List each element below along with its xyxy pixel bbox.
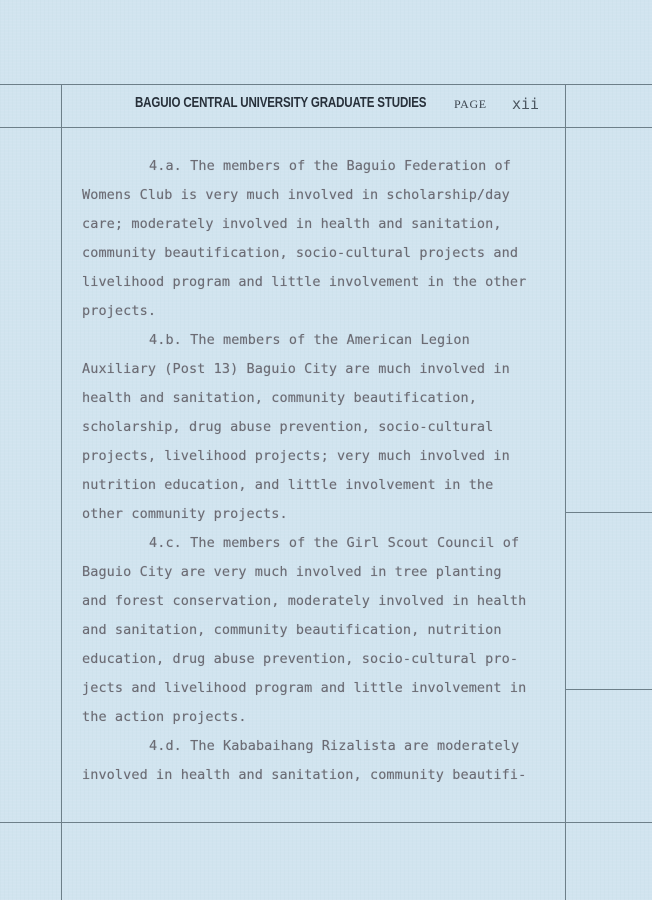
text-line: Auxiliary (Post 13) Baguio City are much involved in xyxy=(82,361,510,377)
right-column-rule-upper xyxy=(566,512,652,513)
text-line: nutrition education, and little involvement in the xyxy=(82,477,494,493)
text-line: 4.c. The members of the Girl Scout Council of xyxy=(149,535,520,551)
text-line: health and sanitation, community beautification, xyxy=(82,390,477,406)
text-line: Baguio City are very much involved in tree planting xyxy=(82,564,502,580)
page-label: PAGE xyxy=(454,97,487,111)
left-margin-rule xyxy=(61,84,62,900)
text-line: community beautification, socio-cultural projects and xyxy=(82,245,519,261)
page-number: xii xyxy=(512,95,540,113)
text-line: and forest conservation, moderately involved in health xyxy=(82,593,527,609)
page-header xyxy=(62,84,565,127)
text-line: projects. xyxy=(82,303,157,319)
text-line: other community projects. xyxy=(82,506,288,522)
text-line: and sanitation, community beautification, nutrition xyxy=(82,622,502,638)
text-line: livelihood program and little involvement in the other xyxy=(82,274,527,290)
text-line: care; moderately involved in health and sanitation, xyxy=(82,216,502,232)
text-line: scholarship, drug abuse prevention, socio-cultural xyxy=(82,419,494,435)
right-column-rule-lower xyxy=(566,689,652,690)
header-bottom-rule xyxy=(0,127,652,128)
right-margin-rule xyxy=(565,84,566,900)
text-line: 4.a. The members of the Baguio Federation of xyxy=(149,158,512,174)
footer-rule xyxy=(0,822,652,823)
text-line: jects and livelihood program and little involvement in xyxy=(82,680,527,696)
text-line: education, drug abuse prevention, socio-cultural pro- xyxy=(82,651,519,667)
text-line: 4.d. The Kababaihang Rizalista are moderately xyxy=(149,738,520,754)
text-line: 4.b. The members of the American Legion xyxy=(149,332,470,348)
text-line: involved in health and sanitation, community beautifi- xyxy=(82,767,527,783)
text-line: Womens Club is very much involved in scholarship/day xyxy=(82,187,510,203)
text-line: projects, livelihood projects; very much involved in xyxy=(82,448,510,464)
text-line: the action projects. xyxy=(82,709,247,725)
institution-title: BAGUIO CENTRAL UNIVERSITY GRADUATE STUDIES xyxy=(135,94,427,111)
